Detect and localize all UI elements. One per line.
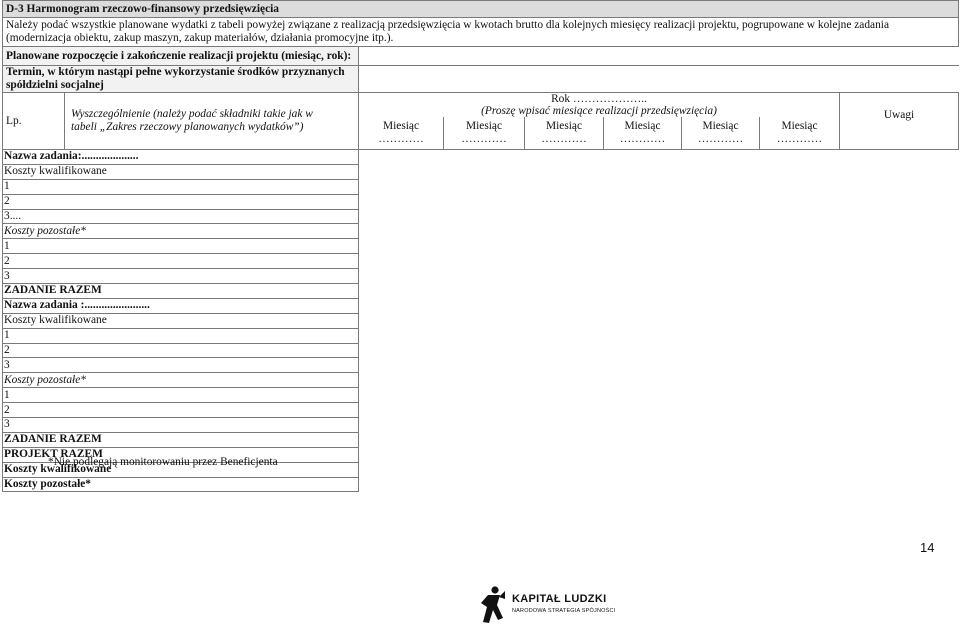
month-value-cell[interactable] [604,388,682,403]
month-value-cell[interactable] [525,388,604,403]
row-label: Koszty kwalifikowane [3,462,359,477]
instructions-text: Należy podać wszystkie planowane wydatki z tabeli powyżej związane z realizacją przedsięwzięcia w kwotach brutto dla kolejnych miesięcy realizacji projektu, pogrupowane w kolejne zadania (modernizacja obiektu, zakup maszyn, zakup materiałów, działania promocyjne itp.). [3,18,959,47]
table-row [3,343,959,358]
month-value-cell[interactable] [525,298,604,313]
remarks-cell[interactable] [840,328,959,343]
month-value-cell[interactable] [359,388,444,403]
month-value-cell[interactable] [359,194,444,209]
month-value-cell[interactable] [604,209,682,224]
row-label: 2 [3,254,359,269]
month-value-cell[interactable] [444,239,525,254]
month-value-cell[interactable] [760,164,840,179]
month-value-cell[interactable] [682,254,760,269]
month-value-cell[interactable] [359,432,444,447]
remarks-cell[interactable] [840,373,959,388]
remarks-cell[interactable] [840,432,959,447]
month-value-cell[interactable] [525,164,604,179]
month-value-cell[interactable] [525,447,604,462]
month-value-cell[interactable] [682,150,760,165]
month-value-cell[interactable] [525,150,604,165]
month-header-1 [359,117,444,150]
month-value-cell[interactable] [760,269,840,284]
month-value-cell[interactable] [359,239,444,254]
month-value-cell[interactable] [444,164,525,179]
month-value-cell[interactable] [444,462,525,477]
year-hint: (Proszę wpisać miesiące realizacji przedsięwzięcia) [481,105,717,117]
month-label: Miesiąc [465,120,503,132]
remarks-cell[interactable] [840,403,959,418]
row-label: Koszty kwalifikowane [3,164,359,179]
month-dots: ………… [541,133,587,145]
table-row [3,254,959,269]
month-value-cell[interactable] [359,313,444,328]
term-value[interactable] [359,66,959,93]
month-value-cell[interactable] [525,462,604,477]
month-value-cell[interactable] [760,373,840,388]
table-row [3,328,959,343]
month-value-cell[interactable] [604,328,682,343]
remarks-cell[interactable] [840,194,959,209]
row-label: 3.... [3,209,359,224]
month-value-cell[interactable] [604,150,682,165]
month-value-cell[interactable] [604,194,682,209]
month-label: Miesiąc [781,120,818,132]
month-value-cell[interactable] [525,254,604,269]
month-value-cell[interactable] [682,418,760,433]
row-label: 3 [3,418,359,433]
logo-subtitle: NARODOWA STRATEGIA SPÓJNOŚCI [512,608,616,614]
month-value-cell[interactable] [760,462,840,477]
remarks-header: Uwagi [840,93,959,150]
month-value-cell[interactable] [525,418,604,433]
month-value-cell[interactable] [760,224,840,239]
month-value-cell[interactable] [525,313,604,328]
month-value-cell[interactable] [444,254,525,269]
month-value-cell[interactable] [604,164,682,179]
month-value-cell[interactable] [525,432,604,447]
row-label: 2 [3,403,359,418]
row-label: 1 [3,179,359,194]
month-value-cell[interactable] [760,418,840,433]
remarks-cell[interactable] [840,343,959,358]
month-value-cell[interactable] [359,269,444,284]
description-header: Wyszczególnienie (należy podać składniki takie jak w tabeli „Zakres rzeczowy planowanych wydatków”) [65,93,359,150]
month-value-cell[interactable] [760,239,840,254]
month-value-cell[interactable] [682,313,760,328]
row-label: Koszty pozostałe* [3,373,359,388]
month-value-cell[interactable] [604,224,682,239]
month-value-cell[interactable] [444,194,525,209]
month-value-cell[interactable] [444,388,525,403]
month-label: Miesiąc [545,120,583,132]
month-value-cell[interactable] [359,179,444,194]
table-row [3,477,959,492]
month-value-cell[interactable] [682,269,760,284]
month-value-cell[interactable] [525,477,604,492]
month-value-cell[interactable] [760,388,840,403]
month-value-cell[interactable] [760,254,840,269]
month-value-cell[interactable] [444,269,525,284]
month-value-cell[interactable] [682,239,760,254]
month-dots: ………… [461,133,507,145]
month-value-cell[interactable] [525,209,604,224]
month-value-cell[interactable] [444,328,525,343]
month-value-cell[interactable] [760,298,840,313]
month-value-cell[interactable] [682,179,760,194]
month-value-cell[interactable] [359,150,444,165]
schedule-sheet [2,0,958,492]
row-label: PROJEKT RAZEM [3,447,359,462]
month-value-cell[interactable] [682,477,760,492]
table-row [3,418,959,433]
month-value-cell[interactable] [760,432,840,447]
month-value-cell[interactable] [760,150,840,165]
row-label: 3 [3,269,359,284]
month-value-cell[interactable] [604,269,682,284]
month-value-cell[interactable] [359,164,444,179]
month-value-cell[interactable] [604,373,682,388]
month-value-cell[interactable] [444,373,525,388]
month-value-cell[interactable] [760,358,840,373]
table-row [3,298,959,313]
logo-text [512,593,615,617]
footnote: *Nie podlegają monitorowaniu przez Beneficjenta [48,456,278,468]
month-value-cell[interactable] [525,239,604,254]
row-label: 1 [3,239,359,254]
table-row [3,179,959,194]
table-row [3,150,959,165]
table-row [3,403,959,418]
month-value-cell[interactable] [682,224,760,239]
month-header-5 [682,117,760,150]
month-value-cell[interactable] [760,284,840,299]
month-value-cell[interactable] [682,403,760,418]
month-value-cell[interactable] [682,328,760,343]
month-value-cell[interactable] [682,298,760,313]
remarks-cell[interactable] [840,298,959,313]
month-value-cell[interactable] [444,403,525,418]
month-value-cell[interactable] [444,343,525,358]
logo-name: KAPITAŁ LUDZKI [512,593,607,605]
month-label: Miesiąc [624,120,661,132]
remarks-cell[interactable] [840,358,959,373]
remarks-cell[interactable] [840,462,959,477]
month-value-cell[interactable] [604,477,682,492]
month-value-cell[interactable] [682,373,760,388]
row-label: 3 [3,358,359,373]
month-value-cell[interactable] [682,432,760,447]
month-header-2 [444,117,525,150]
month-value-cell[interactable] [359,209,444,224]
remarks-cell[interactable] [840,224,959,239]
table-row [3,432,959,447]
month-value-cell[interactable] [444,313,525,328]
month-value-cell[interactable] [359,343,444,358]
month-dots: ………… [378,133,424,145]
month-value-cell[interactable] [444,298,525,313]
term-label: Termin, w którym nastąpi pełne wykorzystanie środków przyznanych spółdzielni socjalnej [3,66,359,93]
row-label: Nazwa zadania:.................... [3,150,359,165]
month-value-cell[interactable] [682,447,760,462]
remarks-cell[interactable] [840,164,959,179]
kapital-ludzki-logo [478,585,615,625]
month-value-cell[interactable] [525,403,604,418]
month-value-cell[interactable] [359,224,444,239]
month-value-cell[interactable] [359,477,444,492]
month-dots: ………… [697,133,744,145]
month-value-cell[interactable] [444,477,525,492]
month-value-cell[interactable] [525,328,604,343]
remarks-cell[interactable] [840,477,959,492]
month-value-cell[interactable] [682,343,760,358]
month-value-cell[interactable] [604,462,682,477]
month-value-cell[interactable] [359,328,444,343]
month-value-cell[interactable] [444,447,525,462]
row-label: ZADANIE RAZEM [3,284,359,299]
month-value-cell[interactable] [359,254,444,269]
row-label: Koszty pozostałe* [3,477,359,492]
month-header-3 [525,117,604,150]
month-value-cell[interactable] [760,313,840,328]
month-value-cell[interactable] [682,358,760,373]
month-label: Miesiąc [382,120,420,132]
month-value-cell[interactable] [359,358,444,373]
month-value-cell[interactable] [604,254,682,269]
month-value-cell[interactable] [444,418,525,433]
month-value-cell[interactable] [682,164,760,179]
row-label: Nazwa zadania :....................... [3,298,359,313]
month-value-cell[interactable] [604,403,682,418]
month-value-cell[interactable] [760,447,840,462]
month-value-cell[interactable] [604,239,682,254]
month-header-6 [760,117,840,150]
table-row [3,284,959,299]
month-value-cell[interactable] [760,179,840,194]
month-value-cell[interactable] [525,269,604,284]
table-row [3,388,959,403]
month-value-cell[interactable] [604,432,682,447]
month-value-cell[interactable] [760,343,840,358]
month-value-cell[interactable] [359,284,444,299]
schedule-table [2,0,959,492]
month-dots: ………… [619,133,666,145]
month-value-cell[interactable] [682,462,760,477]
month-value-cell[interactable] [604,358,682,373]
month-value-cell[interactable] [760,194,840,209]
planned-start-label: Planowane rozpoczęcie i zakończenie realizacji projektu (miesiąc, rok): [3,47,359,66]
year-header [359,93,840,118]
month-value-cell[interactable] [525,373,604,388]
remarks-cell[interactable] [840,418,959,433]
month-value-cell[interactable] [604,179,682,194]
month-value-cell[interactable] [760,477,840,492]
month-value-cell[interactable] [604,284,682,299]
table-row [3,358,959,373]
remarks-cell[interactable] [840,447,959,462]
table-row [3,373,959,388]
table-row [3,209,959,224]
row-label: 1 [3,388,359,403]
month-value-cell[interactable] [525,179,604,194]
month-value-cell[interactable] [682,284,760,299]
month-value-cell[interactable] [444,432,525,447]
remarks-cell[interactable] [840,239,959,254]
month-value-cell[interactable] [444,179,525,194]
row-label: Koszty kwalifikowane [3,313,359,328]
table-row [3,164,959,179]
month-value-cell[interactable] [760,403,840,418]
month-value-cell[interactable] [525,224,604,239]
month-value-cell[interactable] [444,358,525,373]
table-row [3,269,959,284]
row-label: 2 [3,194,359,209]
page-number: 14 [920,540,935,555]
month-value-cell[interactable] [359,298,444,313]
month-value-cell[interactable] [359,462,444,477]
remarks-cell[interactable] [840,284,959,299]
month-value-cell[interactable] [604,447,682,462]
month-value-cell[interactable] [444,150,525,165]
month-value-cell[interactable] [682,388,760,403]
row-label: 2 [3,343,359,358]
month-value-cell[interactable] [525,358,604,373]
month-dots: ………… [776,133,823,145]
remarks-cell[interactable] [840,269,959,284]
month-value-cell[interactable] [604,298,682,313]
table-row [3,194,959,209]
month-value-cell[interactable] [359,373,444,388]
month-value-cell[interactable] [359,418,444,433]
month-value-cell[interactable] [444,284,525,299]
month-value-cell[interactable] [604,343,682,358]
remarks-cell[interactable] [840,254,959,269]
remarks-cell[interactable] [840,313,959,328]
remarks-cell[interactable] [840,209,959,224]
table-row [3,313,959,328]
row-label: 1 [3,328,359,343]
month-value-cell[interactable] [525,284,604,299]
month-value-cell[interactable] [359,403,444,418]
month-header-4 [604,117,682,150]
row-label: Koszty pozostałe* [3,224,359,239]
table-row [3,239,959,254]
month-value-cell[interactable] [525,343,604,358]
month-value-cell[interactable] [444,209,525,224]
row-label: ZADANIE RAZEM [3,432,359,447]
planned-start-value[interactable] [359,47,959,66]
month-value-cell[interactable] [525,194,604,209]
year-label: Rok ……………….. [551,93,647,105]
month-value-cell[interactable] [682,194,760,209]
remarks-cell[interactable] [840,150,959,165]
table-row [3,224,959,239]
remarks-cell[interactable] [840,179,959,194]
month-value-cell[interactable] [760,209,840,224]
lp-header: Lp. [3,93,65,150]
section-title: D-3 Harmonogram rzeczowo-finansowy przedsięwzięcia [3,1,959,18]
month-value-cell[interactable] [604,418,682,433]
month-value-cell[interactable] [604,313,682,328]
month-value-cell[interactable] [444,224,525,239]
kapital-ludzki-logo-icon [478,585,506,625]
month-value-cell[interactable] [760,328,840,343]
month-label: Miesiąc [702,120,739,132]
remarks-cell[interactable] [840,388,959,403]
month-value-cell[interactable] [682,209,760,224]
month-value-cell[interactable] [359,447,444,462]
